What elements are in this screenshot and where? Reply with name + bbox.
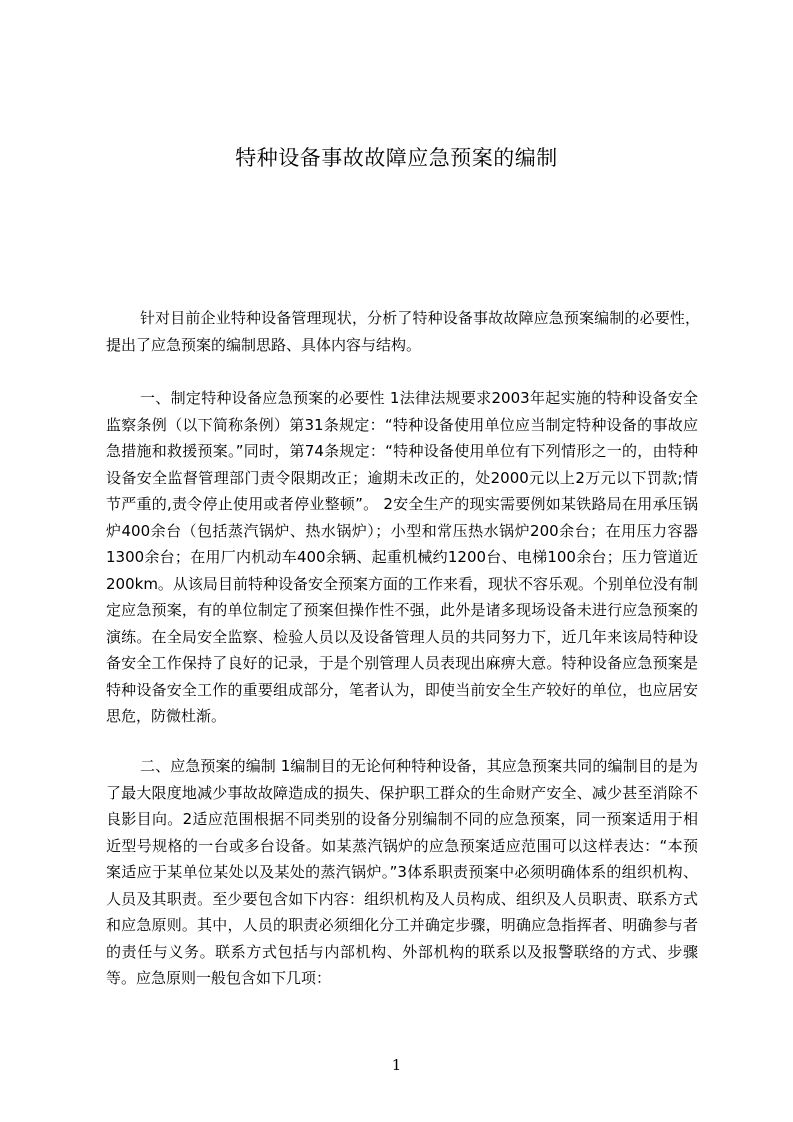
section-2-paragraph: 二、应急预案的编制 1编制目的无论何种特种设备，其应急预案共同的编制目的是为了最大限度地减少事故故障造成的损失、保护职工群众的生命财产安全、减少甚至消除不良影目向。2适应范围根据不同类别的设备分别编制不同的应急预案，同一预案适用于相近型号规格的一台或多台设备。如某蒸汽锅炉的应急预案适应范围可以这样表达：“本预案适应于某单位某处以及某处的蒸汽锅炉。”3体系职责预案中必须明确体系的组织机构、人员及其职责。至少要包含如下内容：组织机构及人员构成、组织及人员职责、联系方式和应急原则。其中，人员的职责必须细化分工并确定步骤，明确应急指挥者、明确参与者的责任与义务。联系方式包括与内部机构、外部机构的联系以及报警联络的方式、步骤等。应急原则一般包含如下几项： [106,757,698,987]
abstract-paragraph: 针对目前企业特种设备管理现状，分析了特种设备事故故障应急预案编制的必要性，提出了应急预案的编制思路、具体内容与结构。 [106,309,700,354]
page-number: 1 [391,1056,402,1074]
section-1-paragraph: 一、制定特种设备应急预案的必要性 1法律法规要求2003年起实施的特种设备安全监察条例（以下简称条例）第31条规定：“特种设备使用单位应当制定特种设备的事故应急措施和救援预案。”同时，第74条规定：“特种设备使用单位有下列情形之一的，由特种设备安全监督管理部门责令限期改正；逾期未改正的，处2000元以上2万元以下罚款;情节严重的,责令停止使用或者停业整顿”。 2安全生产的现实需要例如某铁路局在用承压锅炉400余台（包括蒸汽锅炉、热水锅炉）；小型和常压热水锅炉200余台；在用压力容器1300余台；在用厂内机动车400余辆、起重机械约1200台、电梯100余台；压力管道近200km。从该局目前特种设备安全预案方面的工作来看，现状不容乐观。个别单位没有制定应急预案，有的单位制定了预案但操作性不强，此外是诸多现场设备未进行应急预案的演练。在全局安全监察、检验人员以及设备管理人员的共同努力下，近几年来该局特种设备安全工作保持了良好的记录，于是个别管理人员表现出麻痹大意。特种设备应急预案是特种设备安全工作的重要组成部分，笔者认为，即使当前安全生产较好的单位，也应居安思危，防微杜渐。 [106,389,698,725]
document-title: 特种设备事故故障应急预案的编制 [235,146,558,170]
